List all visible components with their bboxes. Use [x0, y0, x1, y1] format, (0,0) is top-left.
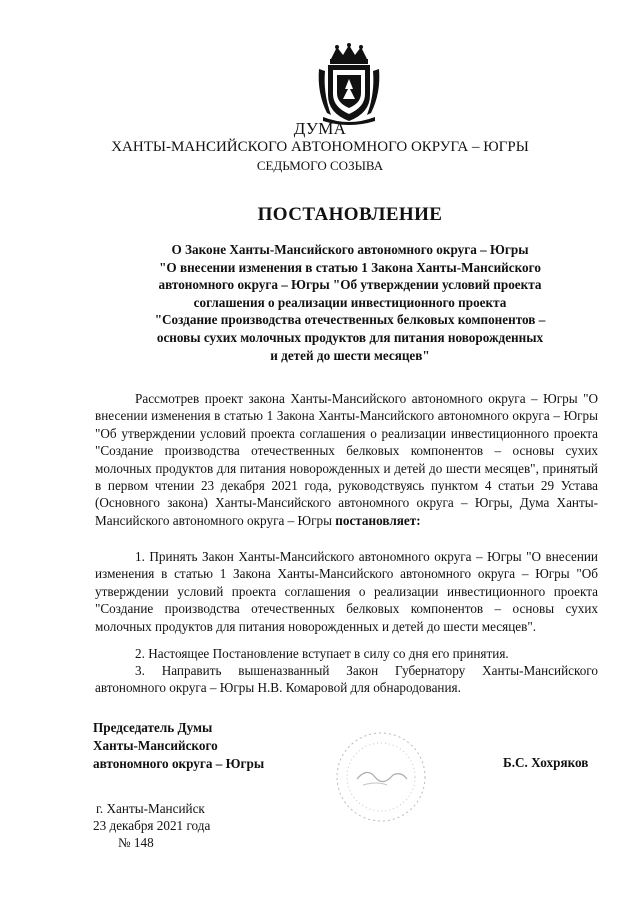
- preamble-verb: постановляет:: [335, 512, 421, 528]
- place-date: 23 декабря 2021 года: [93, 818, 211, 833]
- document-number: № 148: [118, 835, 154, 850]
- signatory-position-line: автономного округа – Югры: [93, 755, 265, 771]
- convocation: СЕДЬМОГО СОЗЫВА: [256, 158, 384, 173]
- subject-line: автономного округа – Югры "Об утверждении условий проекта: [158, 277, 542, 293]
- subject-line: соглашения о реализации инвестиционного проекта: [193, 294, 507, 310]
- document-subject: [112, 241, 588, 364]
- official-seal-icon: [327, 727, 435, 827]
- subject-line: и детей до шести месяцев": [270, 347, 430, 363]
- coat-of-arms-icon: [317, 43, 381, 125]
- subject-line: основы сухих молочных продуктов для питания новорожденных: [156, 329, 544, 345]
- subject-line: "О внесении изменения в статью 1 Закона Ханты-Мансийского: [159, 259, 541, 275]
- preamble-text: Рассмотрев проект закона Ханты-Мансийского автономного округа – Югры "О внесении изменения в статью 1 Закона Ханты-Мансийского автономного округа – Югры "Об утверждении условий проекта соглашения о реализации инвестиционного проекта "Создание производства отечественных белковых компонентов – основы сухих молочных продуктов для питания новорожденных и детей до шести месяцев", принятый в первом чтении 23 декабря 2021 года, руководствуясь пунктом 4 статьи 29 Устава (Основного закона) Ханты-Мансийского автономного округа – Югры, Дума Ханты-Мансийского автономного округа – Югры: [95, 391, 598, 528]
- preamble-paragraph: [95, 390, 598, 529]
- place-city: г. Ханты-Мансийск: [96, 801, 205, 816]
- subject-line: О Законе Ханты-Мансийского автономного округа – Югры: [171, 242, 529, 257]
- subject-line: "Создание производства отечественных белковых компонентов –: [154, 312, 546, 328]
- okrug-name: ХАНТЫ-МАНСИЙСКОГО АВТОНОМНОГО ОКРУГА – ЮГРЫ: [111, 139, 529, 155]
- item-3: 3. Направить вышеназванный Закон Губернатору Ханты-Мансийского автономного округа – Югры Н.В. Комаровой для обнародования.: [95, 663, 598, 696]
- item-2: 2. Настоящее Постановление вступает в силу со дня его принятия.: [135, 646, 509, 661]
- signatory-position: [93, 719, 264, 772]
- org-name: ДУМА: [293, 119, 347, 138]
- item-1: 1. Принять Закон Ханты-Мансийского автономного округа – Югры "О внесении изменения в статью 1 Закона Ханты-Мансийского автономного округа – Югры "Об утверждении условий проекта соглашения о реализации инвестиционного проекта "Создание производства отечественных белковых компонентов – основы сухих молочных продуктов для питания новорожденных и детей до шести месяцев".: [95, 549, 598, 634]
- signatory-position-line: Ханты-Мансийского: [93, 737, 218, 753]
- signatory-position-line: Председатель Думы: [93, 720, 213, 735]
- signatory-name: Б.С. Хохряков: [503, 755, 589, 770]
- document-title: ПОСТАНОВЛЕНИЕ: [257, 204, 443, 225]
